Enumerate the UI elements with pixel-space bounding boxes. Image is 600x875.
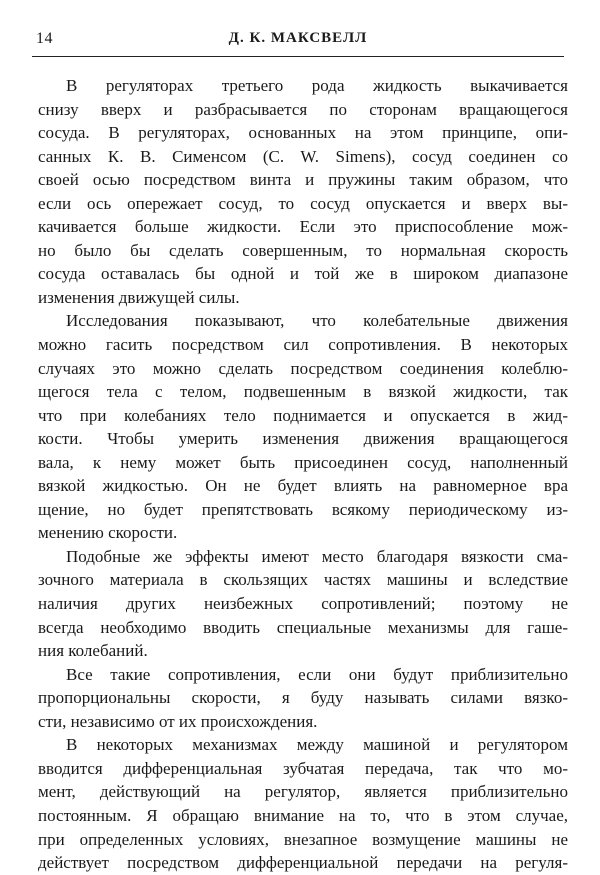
- text-line: наличия других неизбежных сопротивлений; поэтому не: [38, 594, 568, 614]
- text-line: санных К. В. Сименсом (C. W. Simens), сосуд соединен со: [38, 146, 568, 166]
- running-title: Д. К. МАКСВЕЛЛ: [228, 30, 368, 46]
- text-line: щение, но будет препятствовать всякому периодическому из-: [38, 499, 568, 519]
- text-line: Все такие сопротивления, если они будут приблизительно: [66, 664, 568, 684]
- text-line: щегося тела с телом, подвешенным в вязкой жидкости, так: [38, 382, 568, 402]
- text-line: вводится дифференциальная зубчатая передача, так что мо-: [38, 758, 568, 778]
- text-line: случаях это можно сделать посредством соединения колеблю-: [38, 358, 568, 378]
- text-line: своей осью посредством винта и пружины таким образом, что: [38, 170, 568, 190]
- text-line: зочного материала в скользящих частях машины и вследствие: [38, 570, 568, 590]
- text-line: можно гасить посредством сил сопротивления. В некоторых: [38, 335, 568, 355]
- text-line: вала, к нему может быть присоединен сосуд, наполненный: [38, 452, 568, 472]
- text-line: качивается больше жидкости. Если это приспособление мож-: [38, 217, 568, 237]
- text-line: В некоторых механизмах между машиной и регулятором: [66, 735, 568, 755]
- text-line: ния колебаний.: [38, 641, 148, 661]
- text-line: Подобные же эффекты имеют место благодаря вязкости сма-: [66, 546, 568, 566]
- text-line: сосуда оставалась бы одной и той же в широком диапазоне: [38, 264, 568, 284]
- text-line: вязкой жидкостью. Он не будет влиять на равномерное вра: [38, 476, 568, 496]
- text-line: менению скорости.: [38, 523, 178, 543]
- text-line: Исследования показывают, что колебательные движения: [66, 311, 568, 331]
- text-line: если ось опережает сосуд, то сосуд опускается и вверх вы-: [38, 193, 568, 213]
- text-line: действует посредством дифференциальной передачи на регуля-: [38, 853, 568, 873]
- text-line: при определенных условиях, внезапное возмущение машины не: [38, 829, 568, 849]
- text-line: В регуляторах третьего рода жидкость выкачивается: [66, 76, 568, 95]
- text-line: сти, независимо от их происхождения.: [38, 711, 318, 731]
- body-text: [38, 74, 568, 875]
- text-line: изменения движущей силы.: [38, 287, 240, 307]
- header-rule: [32, 56, 564, 57]
- text-line: пропорциональны скорости, я буду называть силами вязко-: [38, 688, 568, 708]
- text-line: сосуда. В регуляторах, основанных на этом принципе, опи-: [38, 123, 568, 143]
- text-line: снизу вверх и разбрасывается по сторонам вращающегося: [38, 99, 568, 119]
- text-line: постоянным. Я обращаю внимание на то, что в этом случае,: [38, 805, 568, 825]
- running-head: [36, 30, 560, 52]
- text-line: мент, действующий на регулятор, является приблизительно: [38, 782, 568, 802]
- text-line: всегда необходимо вводить специальные механизмы для гаше-: [38, 617, 568, 637]
- text-line: кости. Чтобы умерить изменения движения вращающегося: [38, 429, 568, 449]
- page-number: 14: [36, 30, 53, 47]
- text-line: что при колебаниях тело поднимается и опускается в жид-: [38, 405, 568, 425]
- text-line: но было бы сделать совершенным, то нормальная скорость: [38, 240, 568, 260]
